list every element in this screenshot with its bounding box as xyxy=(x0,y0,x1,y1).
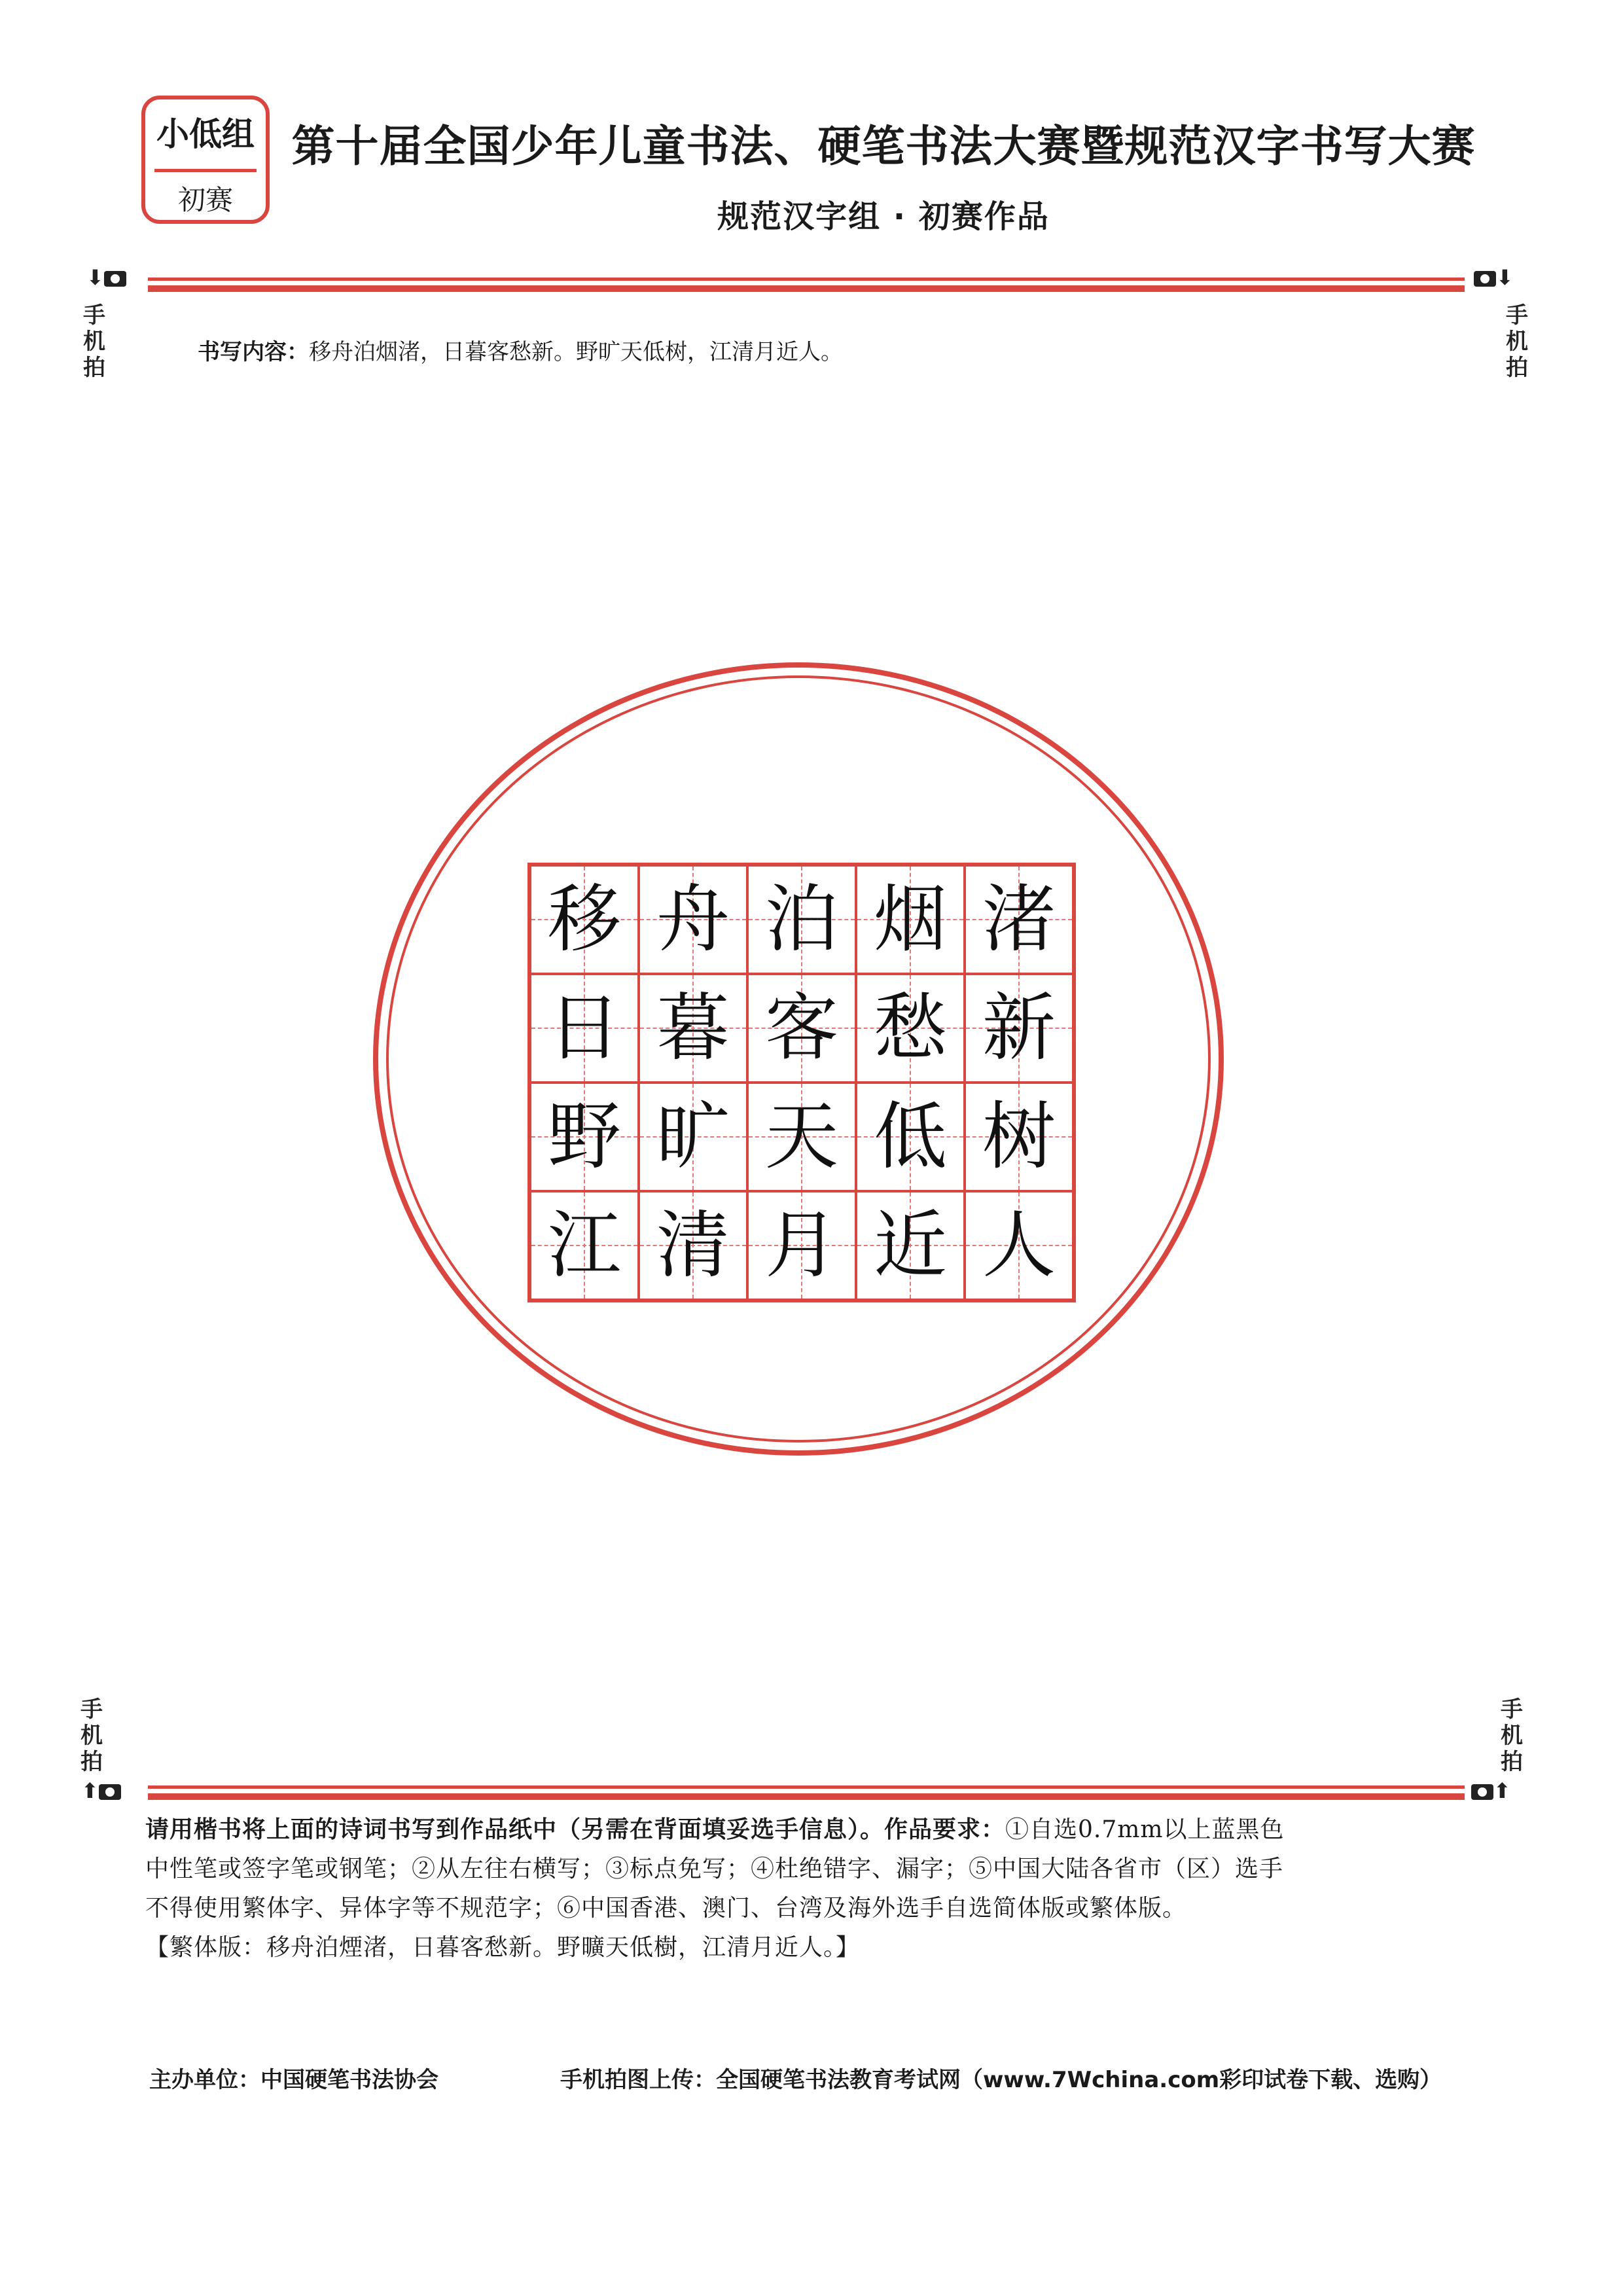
traditional-version: 【繁体版：移舟泊煙渚，日暮客愁新。野曠天低樹，江清月近人。】 xyxy=(145,1934,861,1961)
requirements-line-1: 请用楷书将上面的诗词书写到作品纸中（另需在背面填妥选手信息）。作品要求：①自选0.7mm以上蓝黑色 xyxy=(145,1816,1285,1843)
writing-content-label: 书写内容： xyxy=(198,339,309,365)
grid-cell: 暮 xyxy=(639,974,747,1083)
badge-divider xyxy=(154,169,257,172)
grid-cell: 江 xyxy=(530,1191,639,1300)
writing-content xyxy=(198,334,843,366)
grid-cell: 舟 xyxy=(639,865,747,974)
page-subtitle: 规范汉字组 · 初赛作品 xyxy=(717,198,1050,235)
bottom-right-photo-marker xyxy=(1471,1780,1511,1801)
character-grid xyxy=(527,863,1076,1302)
organizer: 主办单位：中国硬笔书法协会 xyxy=(149,2067,438,2093)
grid-cell: 客 xyxy=(747,974,856,1083)
grid-cell: 清 xyxy=(639,1191,747,1300)
requirements-block xyxy=(145,1810,1480,1967)
camera-icon xyxy=(1471,1784,1493,1800)
grid-cell: 低 xyxy=(856,1083,965,1191)
arrow-up-icon: ⬆ xyxy=(81,1778,99,1803)
grid-cell: 天 xyxy=(747,1083,856,1191)
grid-cell: 人 xyxy=(965,1191,1073,1300)
camera-icon xyxy=(104,271,126,287)
top-right-photo-marker xyxy=(1474,267,1514,288)
grid-cell: 渚 xyxy=(965,865,1073,974)
grid-cell: 烟 xyxy=(856,865,965,974)
requirements-line-3: 不得使用繁体字、异体字等不规范字；⑥中国香港、澳门、台湾及海外选手自选简体版或繁体版。 xyxy=(145,1895,1187,1922)
writing-content-text: 移舟泊烟渚，日暮客愁新。野旷天低树，江清月近人。 xyxy=(309,339,843,365)
badge-stage-label: 初赛 xyxy=(177,184,233,216)
camera-icon xyxy=(99,1784,121,1800)
arrow-up-icon: ⬆ xyxy=(1493,1778,1511,1803)
page-title: 第十届全国少年儿童书法、硬笔书法大赛暨规范汉字书写大赛 xyxy=(291,120,1476,171)
grid-cell: 愁 xyxy=(856,974,965,1083)
badge-group-label: 小低组 xyxy=(156,115,255,153)
grid-cell: 泊 xyxy=(747,865,856,974)
grid-cell: 日 xyxy=(530,974,639,1083)
side-label-bottom-right: 手 机 拍 xyxy=(1501,1696,1523,1775)
camera-icon xyxy=(1474,271,1496,287)
bottom-left-photo-marker xyxy=(81,1780,121,1801)
bottom-rule xyxy=(148,1785,1465,1800)
side-label-top-left: 手 机 拍 xyxy=(83,302,105,381)
top-rule xyxy=(148,278,1465,292)
side-label-top-right: 手 机 拍 xyxy=(1506,302,1528,381)
requirements-line-2: 中性笔或签字笔或钢笔；②从左往右横写；③标点免写；④杜绝错字、漏字；⑤中国大陆各省市（区）选手 xyxy=(145,1856,1284,1882)
upload-info: 手机拍图上传：全国硬笔书法教育考试网（www.7Wchina.com彩印试卷下载、选购） xyxy=(560,2067,1442,2093)
grid-cell: 旷 xyxy=(639,1083,747,1191)
grid-cell: 新 xyxy=(965,974,1073,1083)
group-badge xyxy=(141,96,270,224)
arrow-down-icon: ⬇ xyxy=(86,265,104,290)
top-left-photo-marker xyxy=(86,267,126,288)
side-label-bottom-left: 手 机 拍 xyxy=(80,1696,103,1775)
grid-cell: 月 xyxy=(747,1191,856,1300)
grid-cell: 移 xyxy=(530,865,639,974)
grid-cell: 树 xyxy=(965,1083,1073,1191)
grid-cell: 近 xyxy=(856,1191,965,1300)
arrow-down-icon: ⬇ xyxy=(1496,265,1514,290)
grid-cell: 野 xyxy=(530,1083,639,1191)
